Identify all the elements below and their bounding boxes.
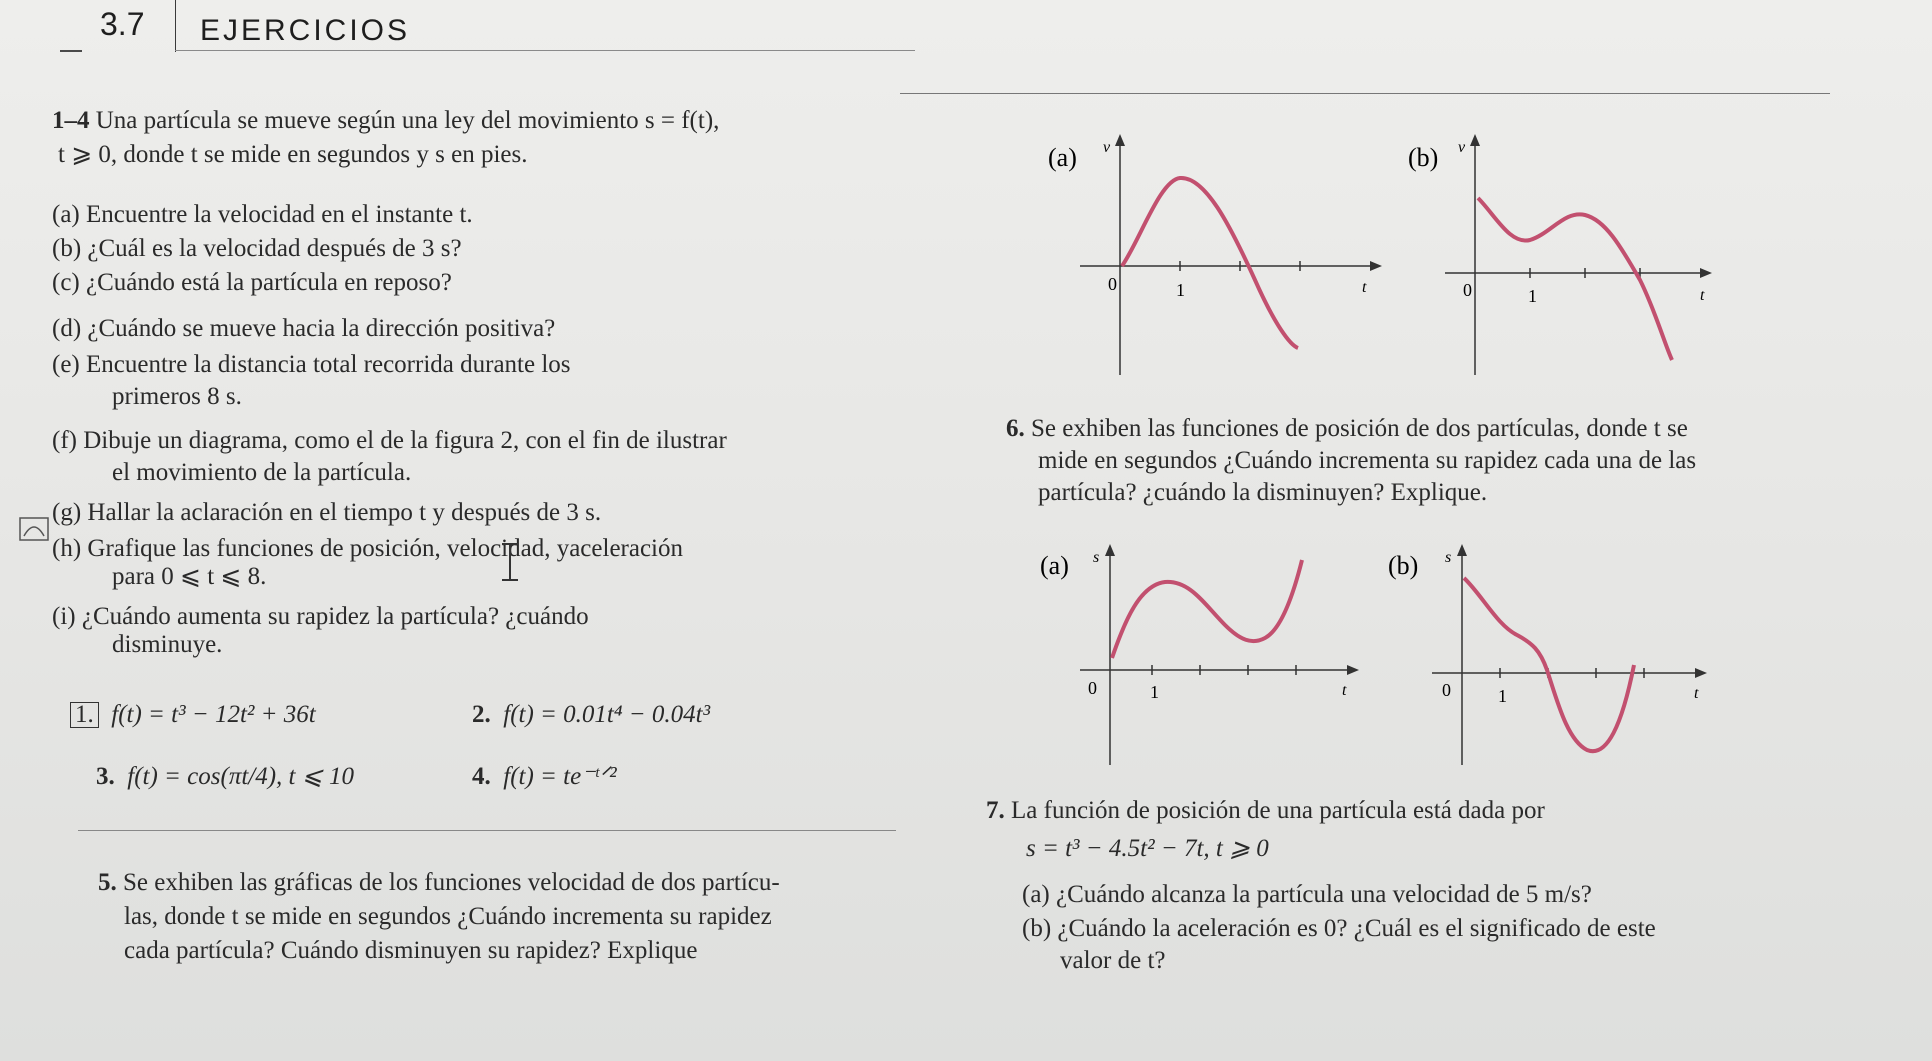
section-number: 3.7 xyxy=(100,6,145,42)
problem-1-4-intro-line1: 1–4 Una partícula se mueve según una ley del movimiento s = f(t), xyxy=(52,107,720,134)
graph-5b-x-label: t xyxy=(1700,287,1705,304)
graph-5a-curve xyxy=(1122,178,1298,348)
problem-6-line2: mide en segundos ¿Cuándo incrementa su rapidez cada una de las xyxy=(1038,447,1697,474)
item-g: (g) Hallar la aclaración en el tiempo t y después de 3 s. xyxy=(52,499,602,526)
problem-5-line1: 5. Se exhiben las gráficas de los funciones velocidad de dos partícu- xyxy=(98,869,780,896)
item-c: (c) ¿Cuándo está la partícula en reposo? xyxy=(52,269,452,296)
graph-5b xyxy=(1400,130,1720,380)
graph-6b-zero: 0 xyxy=(1442,680,1451,700)
graphing-calculator-icon xyxy=(18,516,50,542)
graph-6a-one: 1 xyxy=(1150,682,1159,702)
problems-divider xyxy=(78,830,896,831)
problem-7-item-b-cont: valor de t? xyxy=(1060,947,1166,974)
graph-5a-y-arrow xyxy=(1115,134,1125,146)
problem-7-item-b: (b) ¿Cuándo la aceleración es 0? ¿Cuál es el significado de este xyxy=(1022,915,1656,942)
graph-6b-label: (b) xyxy=(1388,551,1419,580)
problem-5-line2: las, donde t se mide en segundos ¿Cuándo incrementa su rapidez xyxy=(124,903,772,930)
graph-5b-zero: 0 xyxy=(1463,280,1472,300)
section-title: EJERCICIOS xyxy=(200,14,411,47)
problem-7-intro: 7. La función de posición de una partícula está dada por xyxy=(986,797,1545,824)
graph-6b xyxy=(1382,540,1712,770)
function-2: 2. f(t) = 0.01t⁴ − 0.04t³ xyxy=(472,701,711,728)
graph-6a-curve xyxy=(1112,560,1302,658)
graph-6a-x-arrow xyxy=(1347,665,1359,675)
graph-6a-label: (a) xyxy=(1040,551,1069,580)
function-3: 3. f(t) = cos(πt/4), t ⩽ 10 xyxy=(96,763,354,790)
function-4: 4. f(t) = te⁻ᵗᐟ² xyxy=(472,763,617,790)
header-rule-left xyxy=(60,50,82,52)
graph-5b-y-arrow xyxy=(1470,134,1480,146)
item-e-cont: primeros 8 s. xyxy=(112,383,242,410)
graph-5b-label: (b) xyxy=(1408,143,1439,172)
graph-6a-y-label: s xyxy=(1093,549,1100,566)
item-i-cont: disminuye. xyxy=(112,631,223,658)
graph-6b-x-label: t xyxy=(1694,685,1699,702)
graph-5a-one: 1 xyxy=(1176,280,1185,300)
graph-6b-x-arrow xyxy=(1695,668,1707,678)
item-h: (h) Grafique las funciones de posición, velocidad, yaceleración xyxy=(52,535,683,562)
graph-6a-y-arrow xyxy=(1105,544,1115,556)
item-b: (b) ¿Cuál es la velocidad después de 3 s? xyxy=(52,235,462,262)
problem-1-4-intro-line2: t ⩾ 0, donde t se mide en segundos y s en pies. xyxy=(58,141,528,168)
graph-6a xyxy=(1040,540,1370,770)
graph-5b-y-label: v xyxy=(1458,139,1466,156)
problem-6-line1: 6. Se exhiben las funciones de posición de dos partículas, donde t se xyxy=(1006,415,1688,442)
header-rule-mid xyxy=(175,50,915,51)
graph-5b-x-arrow xyxy=(1700,268,1712,278)
item-h-cont: para 0 ⩽ t ⩽ 8. xyxy=(112,563,267,590)
graph-6b-y-label: s xyxy=(1445,549,1452,566)
graph-5b-curve xyxy=(1478,198,1672,360)
graph-5a-y-label: v xyxy=(1103,139,1111,156)
header-rule-right xyxy=(900,93,1830,94)
graph-6b-y-arrow xyxy=(1457,544,1467,556)
text-cursor-icon xyxy=(498,542,522,582)
graph-5b-one: 1 xyxy=(1528,286,1537,306)
problem-7-formula: s = t³ − 4.5t² − 7t, t ⩾ 0 xyxy=(1026,835,1269,862)
function-1: 1. f(t) = t³ − 12t² + 36t xyxy=(70,700,316,730)
item-f: (f) Dibuje un diagrama, como el de la figura 2, con el fin de ilustrar xyxy=(52,427,727,454)
graph-5a-zero: 0 xyxy=(1108,274,1117,294)
graph-6a-zero: 0 xyxy=(1088,678,1097,698)
item-e: (e) Encuentre la distancia total recorrida durante los xyxy=(52,351,571,378)
problem-6-line3: partícula? ¿cuándo la disminuyen? Explique. xyxy=(1038,479,1488,506)
item-f-cont: el movimiento de la partícula. xyxy=(112,459,412,486)
graph-6b-curve xyxy=(1464,578,1634,751)
graph-6a-x-label: t xyxy=(1342,682,1347,699)
item-a: (a) Encuentre la velocidad en el instante t. xyxy=(52,201,473,228)
item-i: (i) ¿Cuándo aumenta su rapidez la partícula? ¿cuándo xyxy=(52,603,589,630)
graph-5a-label: (a) xyxy=(1048,143,1077,172)
problem-5-line3: cada partícula? Cuándo disminuyen su rapidez? Explique xyxy=(124,937,698,964)
graph-5a-x-label: t xyxy=(1362,279,1367,296)
graph-6b-one: 1 xyxy=(1498,686,1507,706)
item-d: (d) ¿Cuándo se mueve hacia la dirección positiva? xyxy=(52,315,556,342)
problem-7-item-a: (a) ¿Cuándo alcanza la partícula una velocidad de 5 m/s? xyxy=(1022,881,1592,908)
graph-5a xyxy=(1040,130,1385,380)
graph-5a-x-arrow xyxy=(1370,261,1382,271)
